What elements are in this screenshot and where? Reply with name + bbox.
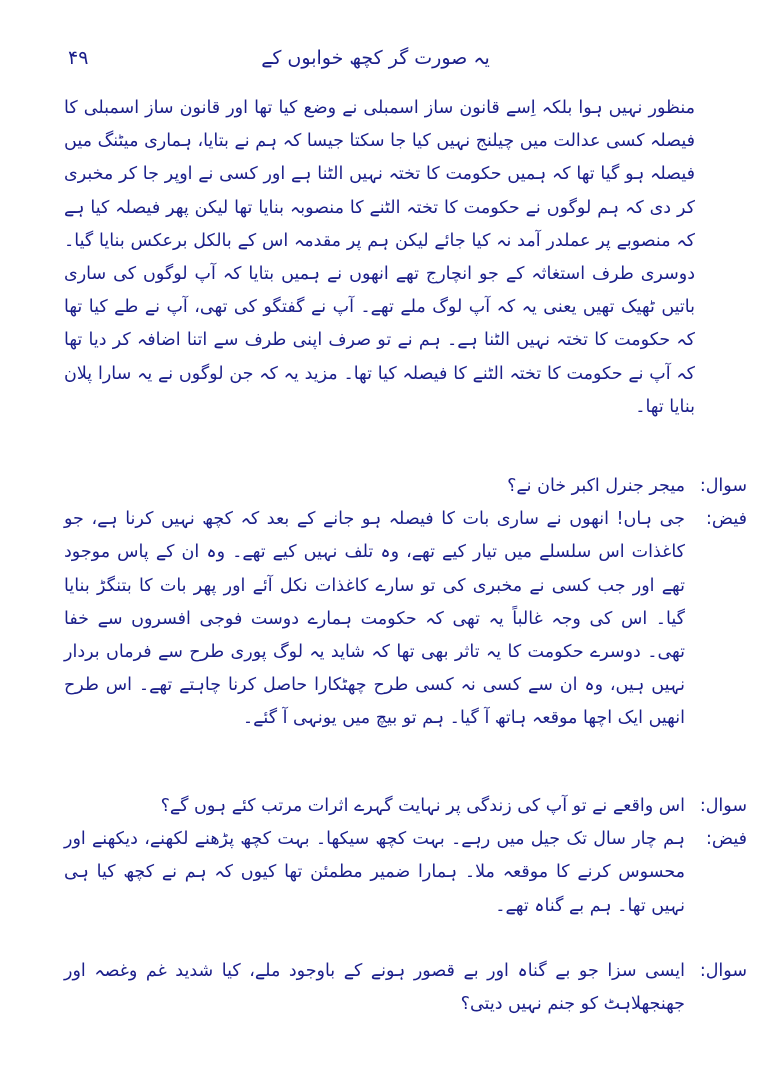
qa-entry	[64, 790, 747, 823]
interview-section	[64, 470, 747, 736]
speaker-label: سوال:	[699, 961, 747, 981]
speaker-label: فیض:	[706, 829, 747, 850]
speaker-label: سوال:	[699, 796, 747, 816]
qa-entry	[64, 470, 747, 503]
page-number: ۴۹	[68, 47, 89, 69]
intro-paragraph: منظور نہیں ہوا بلکہ اِسے قانون ساز اسمبلی نے وضع کیا تھا اور قانون ساز اسمبلی کا فیصلہ کسی عدالت میں چیلنج نہیں کیا جا سکتا جیسا کہ ہم نے بتایا، ہماری میٹنگ میں فیصلہ ہو گیا تھا کہ ہمیں حکومت کا تختہ نہیں الٹنا ہے اور کسی نے اوپر جا کر مخبری کر دی کہ ہم لوگوں نے حکومت کا تختہ الٹنے کا منصوبہ بنایا تھا لیکن پھر فیصلہ کیا ہے کہ منصوبے پر عملدر آمد نہ کیا جائے لیکن ہم پر مقدمہ اس کے بالکل برعکس بنایا گیا۔ دوسری طرف استغاثہ کے جو انچارج تھے انھوں نے ہمیں بتایا کہ آپ لوگوں کی ساری باتیں ٹھیک تھیں یعنی یہ کہ آپ لوگ ملے تھے۔ آپ نے گفتگو کی تھی، آپ نے طے کیا تھا کہ حکومت کا تختہ نہیں الٹنا ہے۔ ہم نے تو صرف اپنی طرف سے اتنا اضافہ کر دیا تھا کہ آپ نے حکومت کا تختہ الٹنے کا فیصلہ کیا تھا۔ مزید یہ کہ جن لوگوں نے یہ سارا پلان بنایا تھا۔	[64, 98, 695, 417]
speaker-label: فیض:	[706, 509, 747, 530]
question-text: میجر جنرل اکبر خان نے؟	[507, 476, 685, 496]
interview-section-3	[64, 955, 747, 1021]
running-title: یہ صورت گر کچھ خوابوں کے	[261, 47, 490, 69]
speaker-label: سوال:	[699, 476, 747, 496]
interview-section-2	[64, 790, 747, 923]
qa-entry	[64, 955, 747, 1021]
question-text: ایسی سزا جو بے گناہ اور بے قصور ہونے کے باوجود ملے، کیا شدید غم وغصہ اور جھنجھلاہٹ کو جنم نہیں دیتی؟	[64, 961, 685, 1015]
page-header	[50, 38, 701, 78]
qa-entry	[64, 503, 747, 735]
answer-text: ہم چار سال تک جیل میں رہے۔ بہت کچھ سیکھا۔ بہت کچھ پڑھنے لکھنے، دیکھنے اور محسوس کرنے کا موقعہ ملا۔ ہمارا ضمیر مطمئن تھا کیوں کہ ہم نے کچھ کیا ہی نہیں تھا۔ ہم بے گناہ تھے۔	[64, 829, 685, 916]
answer-text: جی ہاں! انھوں نے ساری بات کا فیصلہ ہو جانے کے بعد کہ کچھ نہیں کرنا ہے، جو کاغذات اس سلسلے میں تیار کیے تھے، وہ تلف نہیں کیے تھے۔ وہ ان کے پاس موجود تھے اور جب کسی نے مخبری کی تو سارے کاغذات نکل آئے اور پھر بات کا بتنگڑ بنایا گیا۔ اس کی وجہ غالباً یہ تھی کہ حکومت ہمارے دوست فوجی افسروں سے خفا تھی۔ دوسرے حکومت کا یہ تاثر بھی تھا کہ شاید یہ لوگ پوری طرح سے فرماں بردار نہیں ہیں، وہ ان سے کسی نہ کسی طرح چھٹکارا حاصل کرنا چاہتے تھے۔ اس طرح انھیں ایک اچھا موقعہ ہاتھ آ گیا۔ ہم تو بیچ میں یونہی آ گئے۔	[64, 509, 685, 729]
page-body	[64, 92, 695, 424]
question-text: اس واقعے نے تو آپ کی زندگی پر نہایت گہرے اثرات مرتب کئے ہوں گے؟	[160, 796, 685, 816]
qa-entry	[64, 823, 747, 923]
